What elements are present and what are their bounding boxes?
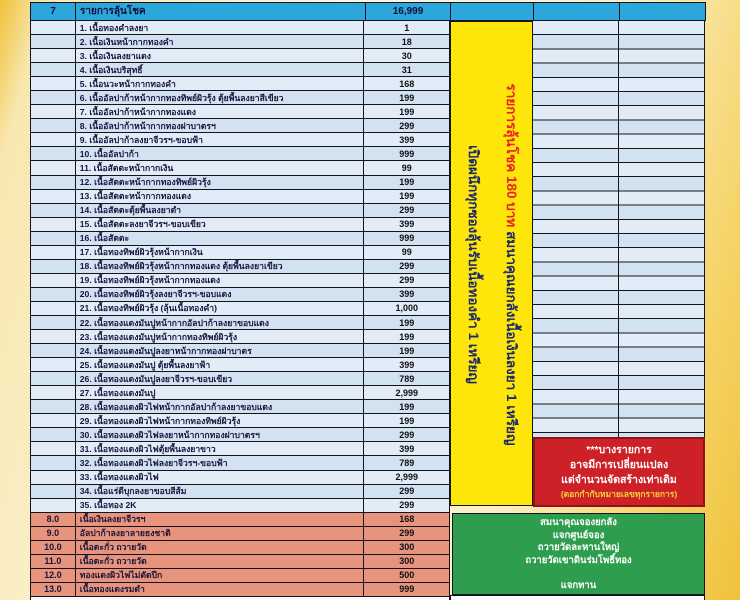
cell-price: 2,999 [395,387,418,398]
cell-desc: 18. เนื้อทองทิพย์ผิวรุ้งหน้ากากทองแดง ตุ้ยพื้นลงยาเขียว [76,260,365,273]
cell-price: 999 [399,233,415,244]
banner-line1-red-text: รายการลุ้นโชค 180 บาท [504,83,520,232]
table-row [31,63,449,77]
cell-no [31,485,76,498]
cell-price: 168 [399,78,415,89]
cell-no [31,330,76,343]
table-row [31,232,449,246]
notice-line: ถวายวัดเขาดินร่มโพธิ์ทอง [525,554,632,566]
table-row [31,190,449,204]
green-notice-box [452,513,705,595]
cell-desc: 10. เนื้ออัลปาก้า [76,147,365,160]
table-row [31,414,449,428]
cell-desc: เนื้อตะกั่ว ถวายวัด [76,555,365,568]
cell-no [31,119,76,132]
cell-desc: 12. เนื้อสัตตะหน้ากากทองทิพย์ผิวรุ้ง [76,176,365,189]
table-row [31,400,449,414]
cell-desc: 5. เนื้อนวะหน้ากากทองคำ [76,77,365,90]
notice-line: แต่จำนวนจัดสร้างเท่าเดิม [561,474,677,486]
cell-price: 99 [401,247,412,258]
cell-no [31,386,76,399]
cell-desc: 34. เนื้อแร่ดีบุกลงยาขอบสีส้ม [76,485,365,498]
notice-line: แจกศูนย์จอง [552,529,605,541]
cell-desc: อัลปาก้าลงยาลายธงชาติ [76,527,365,540]
cell-desc: 11. เนื้อสัตตะหน้ากากเงิน [76,161,365,174]
grid-column-divider [618,21,619,437]
cell-price: 399 [399,134,415,145]
cell-no [31,246,76,259]
header-empty-cell [451,3,534,20]
cell-price: 199 [399,331,415,342]
cell-desc: 35. เนื้อทอง 2K [76,499,365,512]
table-row [31,358,449,372]
cell-desc: 30. เนื้อทองแดงผิวไฟลงยาหน้ากากทองฝาบาตรฯ [76,428,365,441]
table-row [31,541,449,555]
cell-desc: 7. เนื้ออัลปาก้าหน้ากากทองแดง [76,105,365,118]
cell-desc: 20. เนื้อทองทิพย์ผิวรุ้งลงยาจีวรฯ-ขอบแดง [76,288,365,301]
table-row [31,260,449,274]
table-row [31,274,449,288]
cell-no [31,499,76,512]
cell-price: 299 [399,205,415,216]
vertical-promo-banner [450,21,533,506]
cell-no [31,63,76,76]
cell-no [31,372,76,385]
cell-desc: 8. เนื้ออัลปาก้าหน้ากากทองฝาบาตรฯ [76,119,365,132]
cell-desc: 1. เนื้อทองคำลงยา [76,21,365,34]
table-row [31,471,449,485]
cell-desc: 24. เนื้อทองแดงมันปูลงยาหน้ากากทองฝาบาตร [76,344,365,357]
cell-price: 1 [404,22,410,33]
cell-no: 11.0 [31,555,76,568]
cell-desc: 28. เนื้อทองแดงผิวไฟหน้ากากอัลปาก้าลงยาขอบแดง [76,400,365,413]
cell-price: 199 [399,191,415,202]
cell-desc: เนื้อตะกั่ว ถวายวัด [76,541,365,554]
cell-desc: 31. เนื้อทองแดงผิวไฟตุ้ยพื้นลงยาขาว [76,442,365,455]
cell-no: 13.0 [31,583,76,596]
cell-price: 999 [399,148,415,159]
cell-price: 99 [401,162,412,173]
cell-price: 299 [399,486,415,497]
cell-desc: 19. เนื้อทองทิพย์ผิวรุ้งหน้ากากทองแดง [76,274,365,287]
cell-no [31,105,76,118]
cell-no [31,147,76,160]
cell-no [31,77,76,90]
cell-no [31,176,76,189]
cell-desc: 6. เนื้ออัลปาก้าหน้ากากทองทิพย์ผิวรุ้ง ตุ้ยพื้นลงยาสีเขียว [76,91,365,104]
cell-price: 399 [399,219,415,230]
cell-desc: 23. เนื้อทองแดงมันปูหน้ากากทองทิพย์ผิวรุ้ง [76,330,365,343]
cell-price: 18 [401,36,412,47]
cell-desc: 32. เนื้อทองแดงผิวไฟลงยาจีวรฯ-ขอบฟ้า [76,456,365,469]
cell-price: 399 [399,359,415,370]
cell-no [31,49,76,62]
notice-line: สมนาคุณจองยกลัง [540,517,617,528]
cell-no [31,133,76,146]
cell-desc: เนื้อเงินลงยาจีวรฯ [76,513,365,526]
table-row [31,527,449,541]
cell-no [31,344,76,357]
table-row [31,218,449,232]
cell-desc: 4. เนื้อเงินบริสุทธิ์ [76,63,365,76]
cell-no [31,260,76,273]
cell-no [31,232,76,245]
red-notice-box [533,437,705,507]
cell-desc: 13. เนื้อสัตตะหน้ากากทองแดง [76,190,365,203]
cell-price: 199 [399,177,415,188]
cell-no [31,288,76,301]
cell-no [31,35,76,48]
cell-no [31,218,76,231]
cell-no [31,358,76,371]
table-row [31,35,449,49]
header-no-cell: 7 [31,3,76,20]
table-header-row [30,2,706,21]
table-row [31,49,449,63]
table-row [31,161,449,175]
banner-line-2: เปิดผนึกทุกซองลุ้นรับเนื้อทองคำ 1 เหรียญ [466,145,482,384]
cell-price: 199 [399,345,415,356]
banner-line1-dark-text: สมนาคุณยกลังเนื้อเงินลงยา 1 เหรียญ [504,231,520,446]
cell-desc: 14. เนื้อสัตตะตุ้ยพื้นลงยาดำ [76,204,365,217]
cell-desc: 17. เนื้อทองทิพย์ผิวรุ้งหน้ากากเงิน [76,246,365,259]
cell-no [31,204,76,217]
cell-price: 199 [399,401,415,412]
table-row [31,302,449,316]
cell-price: 299 [399,261,415,272]
table-row [31,77,449,91]
header-empty-cell [534,3,620,20]
cell-desc: 3. เนื้อเงินลงยาแดง [76,49,365,62]
cell-price: 199 [399,317,415,328]
cell-no [31,274,76,287]
table-row [31,456,449,470]
notice-line: ถวายวัดละหานใหญ่ [537,542,620,554]
bottom-partial-row-right [450,595,705,600]
header-name-cell: รายการลุ้นโชค [76,3,366,20]
cell-no [31,190,76,203]
banner-line-1 [493,22,531,506]
vertical-text-rotor [451,22,533,506]
table-row [31,176,449,190]
cell-price: 399 [399,289,415,300]
header-empty-cell [620,3,705,20]
cell-desc: 26. เนื้อทองแดงมันปูลงยาจีวรฯ-ขอบเขียว [76,372,365,385]
table-row [31,316,449,330]
notice-line [453,567,704,578]
cell-price: 299 [399,429,415,440]
cell-no [31,428,76,441]
cell-price: 789 [399,373,415,384]
table-row [31,288,449,302]
cell-price: 1,000 [395,303,418,314]
cell-no [31,471,76,484]
table-row [31,344,449,358]
table-row [31,147,449,161]
cell-desc: 15. เนื้อสัตตะลงยาจีวรฯ-ขอบเขียว [76,218,365,231]
table-row [31,204,449,218]
cell-desc: ทองแดงผิวไฟไม่ตัดปีก [76,569,365,582]
cell-desc: 2. เนื้อเงินหน้ากากทองคำ [76,35,365,48]
table-row [31,555,449,569]
cell-desc: 29. เนื้อทองแดงผิวไฟหน้ากากทองทิพย์ผิวรุ้ง [76,414,365,427]
cell-price: 300 [399,542,415,553]
cell-no: 8.0 [31,513,76,526]
cell-no [31,21,76,34]
cell-no [31,302,76,315]
cell-desc: เนื้อทองแดงรมดำ [76,583,365,596]
empty-grid-columns [533,21,705,437]
table-row [31,442,449,456]
cell-price: 299 [399,528,415,539]
cell-no: 10.0 [31,541,76,554]
cell-no: 9.0 [31,527,76,540]
table-row [31,513,449,527]
cell-price: 999 [399,584,415,595]
cell-price: 199 [399,106,415,117]
notice-line: อาจมีการเปลี่ยนแปลง [569,459,669,471]
notice-line: (ตอกกำกับหมายเลขทุกรายการ) [560,489,678,499]
table-row [31,133,449,147]
cell-price: 300 [399,556,415,567]
cell-price: 168 [399,514,415,525]
cell-no [31,414,76,427]
cell-desc: 22. เนื้อทองแดงมันปูหน้ากากอัลปาก้าลงยาขอบแดง [76,316,365,329]
table-row [31,583,449,596]
table-row [31,428,449,442]
table-row [31,91,449,105]
notice-line: ***บางรายการ [586,444,652,456]
table-row [31,372,449,386]
header-price-cell: 16,999 [366,3,451,20]
cell-price: 299 [399,275,415,286]
cell-price: 789 [399,457,415,468]
cell-no [31,400,76,413]
cell-desc: 33. เนื้อทองแดงผิวไฟ [76,471,365,484]
cell-no [31,91,76,104]
cell-price: 31 [401,64,412,75]
table-row [31,569,449,583]
table-row [31,499,449,513]
items-table [30,21,450,597]
table-row [31,485,449,499]
cell-desc: 27. เนื้อทองแดงมันปู [76,386,365,399]
cell-price: 199 [399,92,415,103]
table-row [31,105,449,119]
cell-no [31,456,76,469]
cell-price: 2,999 [395,472,418,483]
cell-desc: 9. เนื้ออัลปาก้าลงยาจีวรฯ-ขอบฟ้า [76,133,365,146]
table-row [31,21,449,35]
notice-line: แจกทาน [560,580,597,591]
cell-price: 399 [399,443,415,454]
cell-no [31,316,76,329]
table-row [31,386,449,400]
cell-price: 30 [401,50,412,61]
cell-price: 500 [399,570,415,581]
cell-desc: 16. เนื้อสัตตะ [76,232,365,245]
table-row [31,246,449,260]
cell-price: 299 [399,500,415,511]
table-row [31,119,449,133]
cell-no [31,161,76,174]
cell-desc: 21. เนื้อทองทิพย์ผิวรุ้ง (ลุ้นเนื้อทองคำ) [76,302,365,315]
cell-no: 12.0 [31,569,76,582]
cell-price: 299 [399,120,415,131]
cell-desc: 25. เนื้อทองแดงมันปู ตุ้ยพื้นลงยาฟ้า [76,358,365,371]
cell-no [31,442,76,455]
table-row [31,330,449,344]
cell-price: 199 [399,415,415,426]
